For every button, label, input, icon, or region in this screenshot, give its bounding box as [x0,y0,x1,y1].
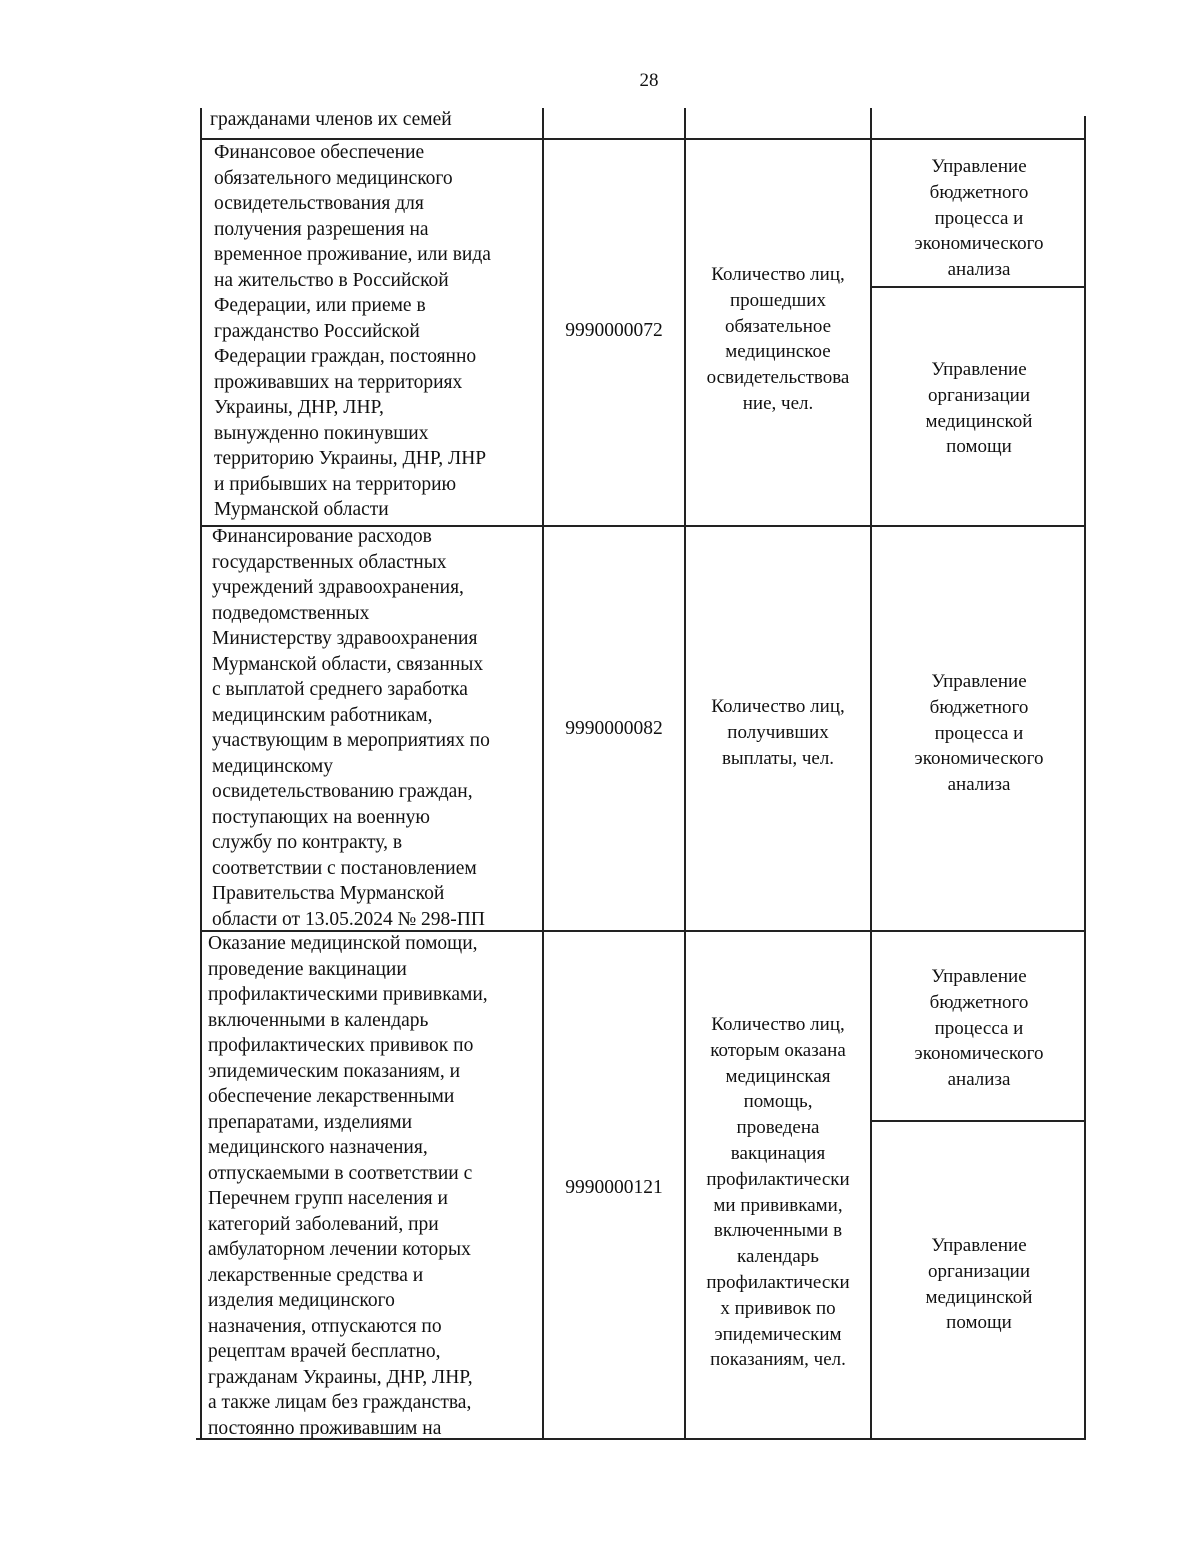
row-2-department-2: Управление организации медицинской помощи [925,359,1033,458]
column-divider-1 [542,108,544,1440]
row-3-code: 9990000082 [565,718,663,739]
row-3-department-1: Управление бюджетного процесса и экономического анализа [914,671,1044,796]
row-3-description: Финансирование расходов государственных областных учреждений здравоохранения, подведомственных Министерству здравоохранения Мурманской области, связанных с выплатой среднего заработка медицинским работникам, участвующим в мероприятиях по медицинскому освидетельствованию граждан, поступающих на военную службу по контракту, в соответствии с постановлением Правительства Мурманской области от 13.05.2024 № 298-ПП [212,526,490,930]
column-divider-3 [870,108,872,1440]
department-divider-row-2 [870,286,1086,288]
page-number: 28 [639,70,659,91]
table-border-right [1084,116,1086,1440]
table-border-left [200,108,202,1440]
row-3-indicator: Количество лиц, получивших выплаты, чел. [711,696,845,769]
row-2-code: 9990000072 [565,320,663,341]
row-2-description: Финансовое обеспечение обязательного медицинского освидетельствования для получения разрешения на временное проживание, или вида на жительство в Российской Федерации, или приеме в гражданство Российской Федерации граждан, постоянно проживавших на территориях Украины, ДНР, ЛНР, вынужденно покинувших территорию Украины, ДНР, ЛНР и прибывших на территорию Мурманской области [214,142,491,520]
column-divider-2 [684,108,686,1440]
row-1-description: гражданами членов их семей [210,109,452,130]
row-4-department-2: Управление организации медицинской помощи [925,1235,1033,1334]
row-4-department-1: Управление бюджетного процесса и экономического анализа [914,966,1044,1091]
row-4-description: Оказание медицинской помощи, проведение вакцинации профилактическими прививками, включенными в календарь профилактических прививок по эпидемическим показаниям, и обеспечение лекарственными препаратами, изделиями медицинского назначения, отпускаемыми в соответствии с Перечнем групп населения и категорий заболеваний, при амбулаторном лечении которых лекарственные средства и изделия медицинского назначения, отпускаются по рецептам врачей бесплатно, гражданам Украины, ДНР, ЛНР, а также лицам без гражданства, постоянно проживавшим на [208,933,488,1439]
department-divider-row-4 [870,1120,1086,1122]
row-2-indicator: Количество лиц, прошедших обязательное медицинское освидетельствова ние, чел. [706,264,850,414]
row-4-code: 9990000121 [565,1177,663,1198]
row-2-department-1: Управление бюджетного процесса и экономического анализа [914,156,1044,281]
row-4-indicator: Количество лиц, которым оказана медицинская помощь, проведена вакцинация профилактически ми прививками, включенными в календарь профилактически х прививок по эпидемическим показаниям, чел. [706,1014,850,1371]
